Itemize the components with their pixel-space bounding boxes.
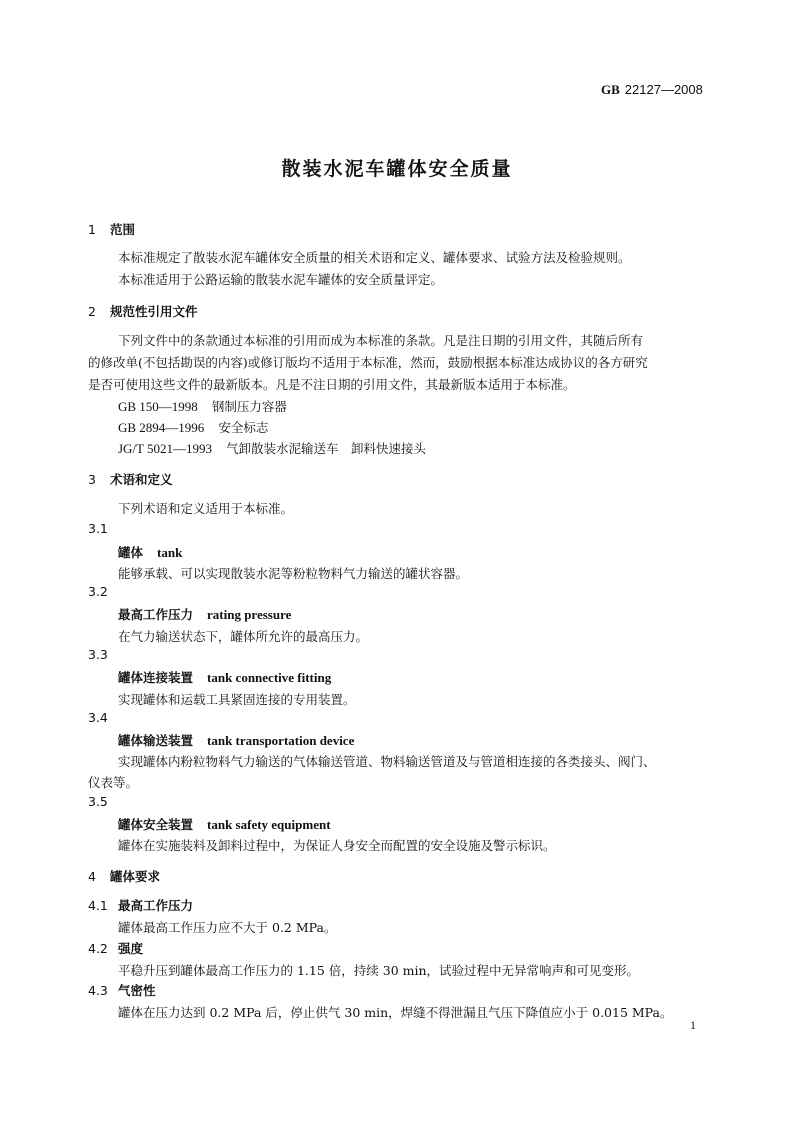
clause-number: 3.2 (88, 584, 108, 599)
paragraph: 罐体在压力达到 0.2 MPa 后，停止供气 30 min，焊缝不得泄漏且气压下降值应小于 0.015 MPa。 (118, 1005, 673, 1020)
section-title: 规范性引用文件 (110, 304, 198, 319)
clause-number: 3.5 (88, 794, 108, 809)
reference-item (118, 418, 268, 436)
subsection-heading (88, 981, 156, 999)
subsection-heading (88, 939, 143, 957)
term-zh: 罐体安全装置 (118, 817, 194, 832)
subsection-number: 4.2 (88, 941, 108, 956)
reference-item (118, 397, 287, 415)
paragraph-line: 下列文件中的条款通过本标准的引用而成为本标准的条款。凡是注日期的引用文件，其随后所有 (118, 333, 644, 348)
clause-number: 3.4 (88, 710, 108, 725)
term-title (118, 605, 291, 623)
section-number: 4 (88, 869, 96, 884)
subsection-number: 4.1 (88, 898, 108, 913)
subsection-heading (88, 896, 193, 914)
paragraph-line: 是否可使用这些文件的最新版本。凡是不注日期的引用文件，其最新版本适用于本标准。 (88, 377, 576, 392)
term-title (118, 731, 354, 749)
term-zh: 罐体输送装置 (118, 733, 194, 748)
reference-title: 钢制压力容器 (211, 399, 287, 414)
section-number: 2 (88, 304, 96, 319)
reference-title: 安全标志 (218, 420, 269, 435)
term-en: tank safety equipment (207, 817, 331, 832)
subsection-title: 强度 (118, 941, 144, 956)
subsection-title: 最高工作压力 (118, 898, 194, 913)
standard-code: 22127—2008 (624, 82, 703, 97)
reference-item (118, 439, 426, 457)
clause-number: 3.1 (88, 521, 108, 536)
page-number: 1 (690, 1018, 696, 1032)
reference-code: GB 2894—1996 (118, 420, 205, 435)
section-number: 1 (88, 222, 96, 237)
term-definition: 实现罐体和运载工具紧固连接的专用装置。 (118, 692, 356, 707)
section-title: 术语和定义 (110, 472, 173, 487)
section-title: 范围 (110, 222, 136, 237)
section-title: 罐体要求 (110, 869, 161, 884)
section-2-heading (88, 302, 198, 320)
paragraph: 本标准规定了散装水泥车罐体安全质量的相关术语和定义、罐体要求、试验方法及检验规则。 (118, 250, 631, 265)
term-zh: 最高工作压力 (118, 607, 194, 622)
term-zh: 罐体连接装置 (118, 670, 194, 685)
term-title (118, 543, 182, 561)
paragraph: 平稳升压到罐体最高工作压力的 1.15 倍，持续 30 min，试验过程中无异常响声和可见变形。 (118, 963, 640, 978)
term-en: tank (157, 545, 183, 560)
standard-number (601, 82, 703, 98)
page-title: 散装水泥车罐体安全质量 (281, 158, 513, 180)
term-definition: 在气力输送状态下，罐体所允许的最高压力。 (118, 629, 369, 644)
paragraph: 下列术语和定义适用于本标准。 (118, 501, 294, 516)
term-en: tank transportation device (207, 733, 355, 748)
term-title (118, 815, 331, 833)
term-definition: 能够承载、可以实现散装水泥等粉粒物料气力输送的罐状容器。 (118, 566, 469, 581)
reference-title: 气卸散装水泥输送车 卸料快速接头 (226, 441, 427, 456)
paragraph-line: 的修改单(不包括勘误的内容)或修订版均不适用于本标准，然而，鼓励根据本标准达成协议的各方研究 (88, 355, 648, 370)
term-definition: 罐体在实施装料及卸料过程中，为保证人身安全而配置的安全设施及警示标识。 (118, 838, 556, 853)
section-4-heading (88, 867, 160, 885)
term-definition: 实现罐体内粉粒物料气力输送的气体输送管道、物料输送管道及与管道相连接的各类接头、阀门、 (118, 754, 656, 769)
term-definition-cont: 仪表等。 (88, 775, 139, 790)
subsection-number: 4.3 (88, 983, 108, 998)
paragraph: 本标准适用于公路运输的散装水泥车罐体的安全质量评定。 (118, 272, 444, 287)
term-en: tank connective fitting (207, 670, 332, 685)
subsection-title: 气密性 (118, 983, 156, 998)
section-3-heading (88, 470, 173, 488)
section-number: 3 (88, 472, 96, 487)
term-en: rating pressure (207, 607, 292, 622)
term-zh: 罐体 (118, 545, 144, 560)
standard-prefix: GB (601, 82, 620, 97)
reference-code: JG/T 5021—1993 (118, 441, 213, 456)
reference-code: GB 150—1998 (118, 399, 198, 414)
section-1-heading (88, 220, 135, 238)
term-title (118, 668, 331, 686)
clause-number: 3.3 (88, 647, 108, 662)
paragraph: 罐体最高工作压力应不大于 0.2 MPa。 (118, 920, 337, 935)
